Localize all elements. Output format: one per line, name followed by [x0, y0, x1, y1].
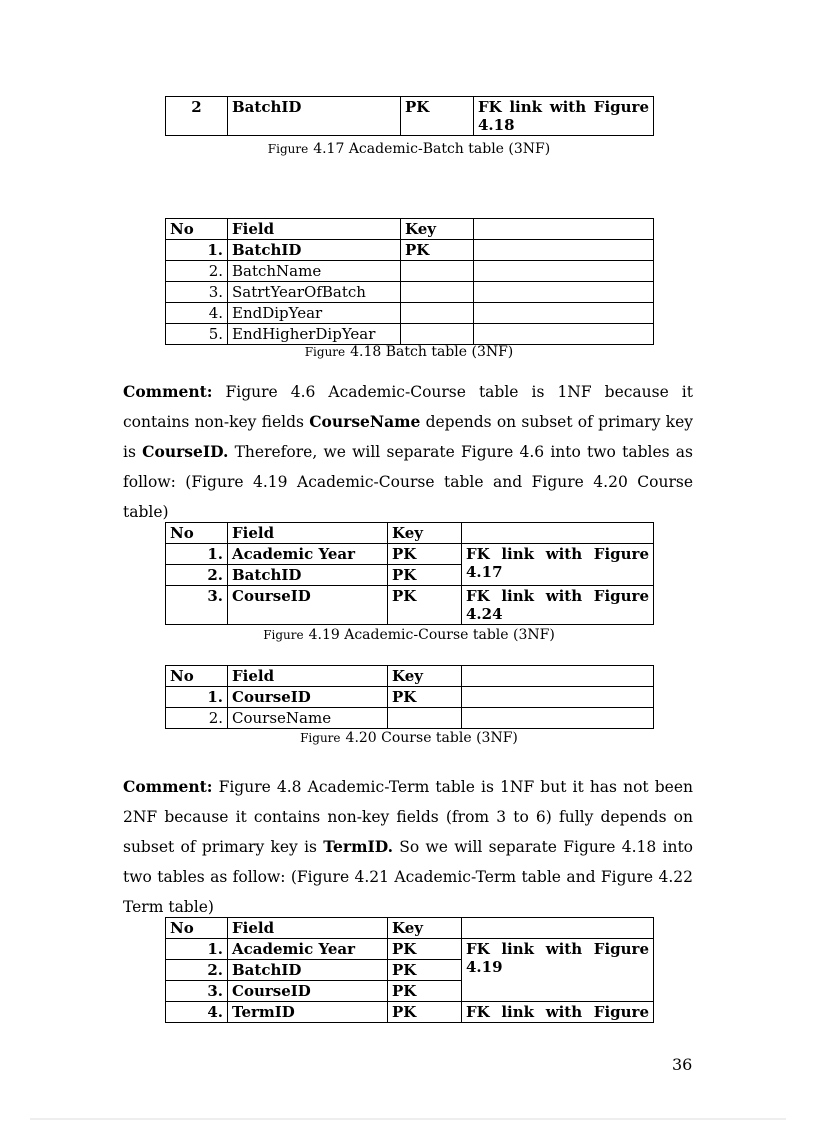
row-key: PK — [388, 981, 462, 1002]
row-field: CourseID — [228, 586, 388, 625]
row-key: PK — [388, 939, 462, 960]
row-field: BatchID — [228, 97, 401, 136]
row-note: FK link with Figure 4.24 — [462, 586, 654, 625]
comment-label: Comment: — [123, 382, 213, 401]
comment-text: Figure 4.8 Academic-Term table is 1NF but it has not been 2NF because it contains non-key fields (from 3 to 6) fully depends on subset of primary key is — [123, 778, 693, 856]
table-row — [166, 282, 654, 303]
row-note — [462, 687, 654, 708]
row-key — [401, 324, 474, 345]
row-no: 1. — [166, 687, 228, 708]
table-4-18 — [165, 218, 654, 345]
header-no: No — [166, 523, 228, 544]
row-no: 1. — [166, 939, 228, 960]
table-row — [166, 544, 654, 565]
row-field: EndDipYear — [228, 303, 401, 324]
row-field: BatchID — [228, 565, 388, 586]
row-no: 2 — [166, 97, 228, 136]
table-4-21 — [165, 917, 654, 1023]
comment-bold-term: CourseName — [309, 412, 421, 431]
header-key: Key — [388, 918, 462, 939]
header-note — [462, 666, 654, 687]
row-note — [462, 708, 654, 729]
table-row — [166, 687, 654, 708]
comment-paragraph-1 — [123, 377, 693, 527]
row-key — [401, 261, 474, 282]
table-row — [166, 586, 654, 625]
caption-prefix: Figure — [304, 345, 346, 359]
row-no: 1. — [166, 240, 228, 261]
table-header-row — [166, 523, 654, 544]
header-note — [462, 918, 654, 939]
row-key — [401, 282, 474, 303]
comment-text: depends on subset of primary key is — [123, 413, 693, 461]
caption-text: 4.18 Batch table (3NF) — [350, 344, 514, 360]
table-row — [166, 97, 654, 136]
row-key: PK — [388, 1002, 462, 1023]
row-field: EndHigherDipYear — [228, 324, 401, 345]
row-no: 2. — [166, 261, 228, 282]
header-no: No — [166, 666, 228, 687]
row-key: PK — [401, 97, 474, 136]
caption-4-18 — [165, 344, 653, 360]
table-header-row — [166, 918, 654, 939]
row-key — [401, 303, 474, 324]
row-key: PK — [388, 687, 462, 708]
row-note — [474, 303, 654, 324]
header-field: Field — [228, 918, 388, 939]
caption-text: 4.19 Academic-Course table (3NF) — [308, 627, 555, 643]
header-key: Key — [401, 219, 474, 240]
table-row — [166, 1002, 654, 1023]
row-no: 2. — [166, 565, 228, 586]
table-row — [166, 708, 654, 729]
header-field: Field — [228, 523, 388, 544]
table-header-row — [166, 666, 654, 687]
row-note — [474, 282, 654, 303]
row-field: CourseID — [228, 687, 388, 708]
row-key — [388, 708, 462, 729]
header-field: Field — [228, 219, 401, 240]
header-no: No — [166, 918, 228, 939]
caption-4-20 — [165, 730, 653, 746]
row-field: Academic Year — [228, 939, 388, 960]
row-note: FK link with Figure — [462, 1002, 654, 1023]
row-no: 5. — [166, 324, 228, 345]
row-no: 2. — [166, 708, 228, 729]
row-key: PK — [388, 960, 462, 981]
caption-prefix: Figure — [267, 142, 309, 156]
header-note — [462, 523, 654, 544]
row-field: BatchName — [228, 261, 401, 282]
row-note — [474, 240, 654, 261]
row-no: 2. — [166, 960, 228, 981]
row-field: BatchID — [228, 960, 388, 981]
table-row — [166, 240, 654, 261]
header-no: No — [166, 219, 228, 240]
table-header-row — [166, 219, 654, 240]
header-key: Key — [388, 666, 462, 687]
caption-text: 4.20 Course table (3NF) — [345, 730, 518, 746]
row-field: CourseName — [228, 708, 388, 729]
caption-text: 4.17 Academic-Batch table (3NF) — [313, 141, 551, 157]
row-no: 3. — [166, 282, 228, 303]
row-field: BatchID — [228, 240, 401, 261]
table-row — [166, 939, 654, 960]
row-no: 4. — [166, 1002, 228, 1023]
page-bottom-divider — [30, 1118, 786, 1120]
row-field: SatrtYearOfBatch — [228, 282, 401, 303]
row-note: FK link with Figure 4.17 — [462, 544, 654, 586]
row-key: PK — [388, 586, 462, 625]
caption-4-17 — [165, 141, 653, 157]
header-note — [474, 219, 654, 240]
comment-label: Comment: — [123, 777, 213, 796]
row-note — [474, 261, 654, 282]
caption-prefix: Figure — [300, 731, 341, 745]
page-number: 36 — [672, 1055, 693, 1074]
table-4-17 — [165, 96, 654, 136]
header-field: Field — [228, 666, 388, 687]
caption-prefix: Figure — [263, 628, 304, 642]
comment-text: Figure 4.6 Academic-Course table is 1NF because it contains non-key fields — [123, 383, 693, 431]
comment-bold-term: TermID. — [323, 837, 394, 856]
header-key: Key — [388, 523, 462, 544]
row-note: FK link with Figure 4.18 — [474, 97, 654, 136]
comment-text: So we will separate Figure 4.18 into two tables as follow: (Figure 4.21 Academic-Term table and Figure 4.22 Term table) — [123, 838, 694, 916]
row-no: 1. — [166, 544, 228, 565]
row-field: CourseID — [228, 981, 388, 1002]
table-row — [166, 303, 654, 324]
comment-paragraph-2 — [123, 772, 693, 922]
caption-4-19 — [165, 627, 653, 643]
table-4-20 — [165, 665, 654, 729]
row-key: PK — [401, 240, 474, 261]
row-no: 3. — [166, 586, 228, 625]
row-field: TermID — [228, 1002, 388, 1023]
row-no: 3. — [166, 981, 228, 1002]
row-note: FK link with Figure 4.19 — [462, 939, 654, 1002]
comment-text: Therefore, we will separate Figure 4.6 into two tables as follow: (Figure 4.19 Academic-Course table and Figure 4.20 Course table) — [123, 443, 693, 521]
row-note — [474, 324, 654, 345]
row-key: PK — [388, 544, 462, 565]
comment-bold-term: CourseID. — [142, 442, 229, 461]
row-no: 4. — [166, 303, 228, 324]
row-field: Academic Year — [228, 544, 388, 565]
table-row — [166, 261, 654, 282]
table-row — [166, 324, 654, 345]
table-4-19 — [165, 522, 654, 625]
row-key: PK — [388, 565, 462, 586]
